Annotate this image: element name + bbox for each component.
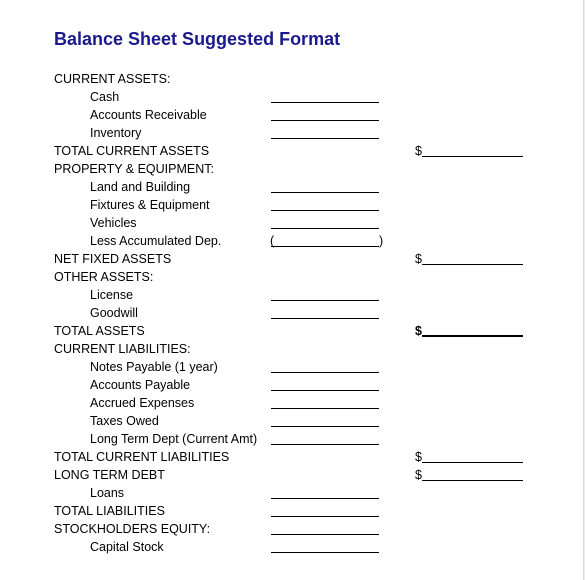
row-label: STOCKHOLDERS EQUITY: [54,522,211,536]
row-label: Cash [90,90,120,104]
row-accounts-receivable [0,106,583,124]
dollar-sign: $ [415,324,422,338]
row-label: Notes Payable (1 year) [90,360,218,374]
dollar-sign: $ [415,450,422,464]
amount-blank [271,426,379,427]
row-label: License [90,288,134,302]
row-label: OTHER ASSETS: [54,270,154,284]
section-stockholders-equity [0,520,583,538]
row-label: Goodwill [90,306,138,320]
amount-blank [271,390,379,391]
row-label: Long Term Dept (Current Amt) [90,432,258,446]
close-paren: ) [379,234,384,248]
amount-blank [271,552,379,553]
open-paren: ( [270,234,275,248]
amount-blank [271,408,379,409]
row-inventory [0,124,583,142]
amount-blank [271,192,379,193]
row-label: Loans [90,486,125,500]
row-label: Fixtures & Equipment [90,198,210,212]
row-accounts-payable [0,376,583,394]
row-label: TOTAL CURRENT ASSETS [54,144,210,158]
row-label: Vehicles [90,216,137,230]
row-label: Land and Building [90,180,191,194]
amount-blank [271,498,379,499]
total-blank [422,156,523,157]
row-label: CURRENT LIABILITIES: [54,342,191,356]
section-property-equipment [0,160,583,178]
amount-blank [271,534,379,535]
row-long-term-debt [0,466,583,484]
dollar-sign: $ [415,252,422,266]
row-label: TOTAL CURRENT LIABILITIES [54,450,230,464]
amount-blank [271,120,379,121]
total-blank [422,335,523,337]
row-notes-payable [0,358,583,376]
total-blank [422,480,523,481]
amount-blank [271,516,379,517]
row-taxes-owed [0,412,583,430]
amount-blank [271,300,379,301]
row-label: Taxes Owed [90,414,159,428]
amount-blank [271,372,379,373]
amount-blank [271,138,379,139]
amount-blank [271,444,379,445]
amount-blank [271,246,379,247]
dollar-sign: $ [415,144,422,158]
row-label: LONG TERM DEBT [54,468,165,482]
row-cash [0,88,583,106]
row-label: NET FIXED ASSETS [54,252,172,266]
row-label: Less Accumulated Dep. [90,234,222,248]
row-label: PROPERTY & EQUIPMENT: [54,162,214,176]
total-blank [422,264,523,265]
row-label: TOTAL LIABILITIES [54,504,165,518]
row-less-accumulated-dep [0,232,583,250]
amount-blank [271,228,379,229]
row-total-liabilities [0,502,583,520]
row-total-current-assets [0,142,583,160]
total-blank [422,462,523,463]
row-label: Accrued Expenses [90,396,195,410]
row-vehicles [0,214,583,232]
row-goodwill [0,304,583,322]
row-label: CURRENT ASSETS: [54,72,171,86]
row-long-term-dept-current [0,430,583,448]
amount-blank [271,210,379,211]
row-total-current-liabilities [0,448,583,466]
row-fixtures-equipment [0,196,583,214]
row-label: Accounts Payable [90,378,191,392]
row-loans [0,484,583,502]
row-total-assets [0,322,583,340]
row-land-building [0,178,583,196]
page-title: Balance Sheet Suggested Format [54,29,341,49]
row-license [0,286,583,304]
dollar-sign: $ [415,468,422,482]
row-label: Inventory [90,126,142,140]
section-current-assets [0,70,583,88]
amount-blank [271,102,379,103]
row-accrued-expenses [0,394,583,412]
row-label: Capital Stock [90,540,164,554]
section-current-liabilities [0,340,583,358]
section-other-assets [0,268,583,286]
row-label: TOTAL ASSETS [54,324,145,338]
row-capital-stock [0,538,583,556]
row-net-fixed-assets [0,250,583,268]
amount-blank [271,318,379,319]
row-label: Accounts Receivable [90,108,207,122]
